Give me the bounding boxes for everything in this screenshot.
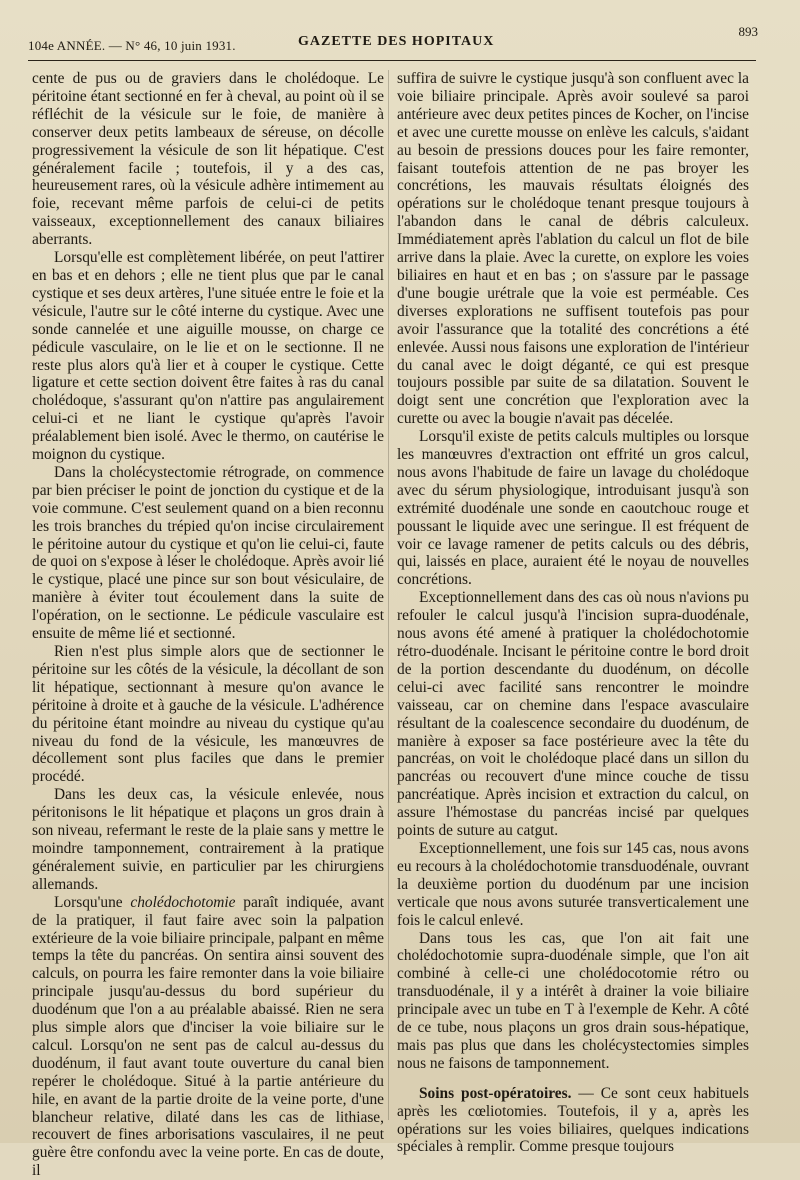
paragraph-rest: paraît indiquée, avant de la pratiquer, il faut faire avec soin la palpation extérieure de la voie biliaire principale, palpant en même temps la tête du pancréas. On sentira ainsi souvent des calculs, on pourra les faire remonter dans la voie biliaire principale jusqu'au-dessus du bord supérieur du duodénum que l'on a au préalable abaissé. Rien ne sera plus simple alors que d'inciser la voie biliaire sur le calcul. Lorsqu'on ne sent pas de calcul au-dessus du duodénum, il faut avant toute ouverture du canal bien repérer le cholédoque. Situé à la partie antérieure du hile, en avant de la partie droite de la veine porte, d'une blancheur relative, dilaté dans les cas de lithiase, recouvert de fines arborisations vasculaires, il ne peut guère être confondu avec la veine porte. En cas de doute, il (32, 893, 384, 1180)
right-column (397, 70, 749, 1156)
header-rule (28, 60, 756, 61)
paragraph: Exceptionnellement, une fois sur 145 cas, nous avons eu recours à la cholédochotomie transduodénale, ouvrant la deuxième portion du duodénum par une incision verticale que nous avons suturée transverticalement une fois le calcul enlevé. (397, 839, 749, 929)
paragraph: cente de pus ou de graviers dans le cholédoque. Le péritoine étant sectionné en fer à cheval, au point où il se réfléchit de la vésicule sur le foie, de manière à conserver deux petits lambeaux de séreuse, on décolle progressivement la vésicule de son lit hépatique. C'est généralement facile ; toutefois, il y a des cas, heureusement rares, où la vésicule adhère intimement au foie, recevant même parfois de celui-ci de petits vaisseaux, exceptionnellement des canaux biliaires aberrants. (32, 70, 384, 249)
paragraph: Lorsqu'elle est complètement libérée, on peut l'attirer en bas et en dehors ; elle ne tient plus que par le canal cystique et ses deux artères, l'une située entre le foie et la vésicule, l'autre sur le côté interne du cystique. Avec une sonde cannelée et une aiguille mousse, on charge ce pédicule vasculaire, on le lie et on le sectionne. Il ne reste plus alors qu'à lier et à couper le cystique. Cette ligature et cette section doivent être faites à ras du canal cholédoque, s'assurant qu'on n'attire pas angulairement celui-ci et ne liant le cystique qu'après l'avoir préalablement bien isolé. Avec le thermo, on cautérise le moignon du cystique. (32, 249, 384, 464)
paragraph: Dans la cholécystectomie rétrograde, on commence par bien préciser le point de jonction du cystique et de la voie commune. C'est seulement quand on a bien reconnu les trois branches du trépied qu'on incise circulairement le péritoine autour du cystique et qu'on lie celui-ci, faute de quoi on s'expose à léser le cholédoque. Après avoir lié le cystique, placé une pince sur son bout vésiculaire, de manière à éviter tout écoulement dans la suite de l'opération, on le sectionne. Le pédicule vasculaire est ensuite de même lié et sectionné. (32, 463, 384, 643)
paragraph-lead: Lorsqu'une (54, 893, 131, 911)
paragraph: Lorsqu'il existe de petits calculs multiples ou lorsque les manœuvres d'extraction ont effrité un gros calcul, nous avons l'habitude de faire un lavage du cholédoque avec du sérum physiologique, introduisant jusqu'à son extrémité duodénale une sonde en caoutchouc rouge et poussant le liquide avec une seringue. Il est fréquent de voir ce lavage ramener de petits calculs ou des débris, qui, laissés en place, auraient été le noyau de nouvelles concrétions. (397, 428, 749, 589)
paragraph (397, 1085, 749, 1157)
left-column (32, 70, 384, 1180)
paragraph: Rien n'est plus simple alors que de sectionner le péritoine sur les côtés de la vésicule, la décollant de son lit hépatique, sectionnant à mesure qu'on avance le péritoine à droite et à gauche de la vésicule. L'adhérence du péritoine étant moindre au niveau du cystique qu'au niveau du fond de la vésicule, les manœuvres de décollement sont plus faciles que dans le premier procédé. (32, 643, 384, 786)
paragraph (32, 894, 384, 1180)
paragraph: Dans tous les cas, que l'on ait fait une cholédochotomie supra-duodénale simple, que l'on ait combiné à celle-ci une cholédocotomie rétro ou transduodénale, il y a intérêt à drainer la voie biliaire principale avec un tube en T à l'exemple de Kehr. A côté de ce tube, nous plaçons un gros drain sous-hépatique, mais pas plus que dans les cholécystectomies simples nous ne faisons de tamponnement. (397, 929, 749, 1072)
paragraph: Dans les deux cas, la vésicule enlevée, nous péritonisons le lit hépatique et plaçons un gros drain à son niveau, refermant le reste de la plaie sans y mettre le moindre tamponnement, contrairement à la pratique généralement suivie, en particulier par les chirurgiens allemands. (32, 786, 384, 893)
section-heading: Soins post-opératoires. (419, 1084, 572, 1102)
italic-term: cholédochotomie (130, 893, 236, 911)
journal-title: GAZETTE DES HOPITAUX (298, 34, 495, 49)
paragraph: Exceptionnellement dans des cas où nous n'avions pu refouler le calcul jusqu'à l'incision supra-duodénale, nous avons été amené à pratiquer la cholédochotomie rétro-duodénale. Incisant le péritoine contre le bord droit de la portion descendante du duodénum, on décolle celui-ci avec facilité sans rencontrer le moindre vaisseau, car on chemine dans l'espace avasculaire résultant de la coalescence secondaire du duodénum, de manière à exposer sa face postérieure avec la tête du pancréas, on voit le cholédoque placé dans un sillon du pancréas ou recouvert d'une mince couche de tissu pancréatique. Après incision et extraction du calcul, on assure l'hémostase du pancréas incisé par quelques points de suture au catgut. (397, 589, 749, 840)
issue-info: 104e ANNÉE. — N° 46, 10 juin 1931. (28, 38, 236, 53)
column-divider (388, 70, 389, 1120)
page-number: 893 (738, 24, 758, 39)
paragraph-rest: — Ce sont ceux habituels après les cœliotomies. Toutefois, il y a, après les opérations sur les voies biliaires, quelques indications spéciales à remplir. Comme presque toujours (397, 1084, 750, 1156)
paragraph: suffira de suivre le cystique jusqu'à son confluent avec la voie biliaire principale. Après avoir soulevé sa paroi antérieure avec deux petites pinces de Kocher, on l'incise et avec une curette mousse on enlève les calculs, s'aidant au besoin de pressions douces pour les faire remonter, faisant toutefois attention de ne pas broyer les concrétions, les mauvais résultats éloignés des opérations sur le cholédoque tenant presque toujours à l'abandon dans le canal de débris calculeux. Immédiatement après l'ablation du calcul un flot de bile arrive dans la plaie. Avec la curette, on explore les voies biliaires en haut et en bas ; on s'assure par le passage d'une bougie urétrale que la voie est perméable. Ces diverses explorations ne suffisent toutefois pas pour avoir l'assurance que la totalité des concrétions a été enlevée. Aussi nous faisons une exploration de l'intérieur du canal avec le doigt déganté, ce qui est presque toujours possible par suite de sa dilatation. Souvent le doigt sent une concrétion que l'exploration avec la curette ou avec la bougie n'avait pas décelée. (397, 70, 749, 428)
